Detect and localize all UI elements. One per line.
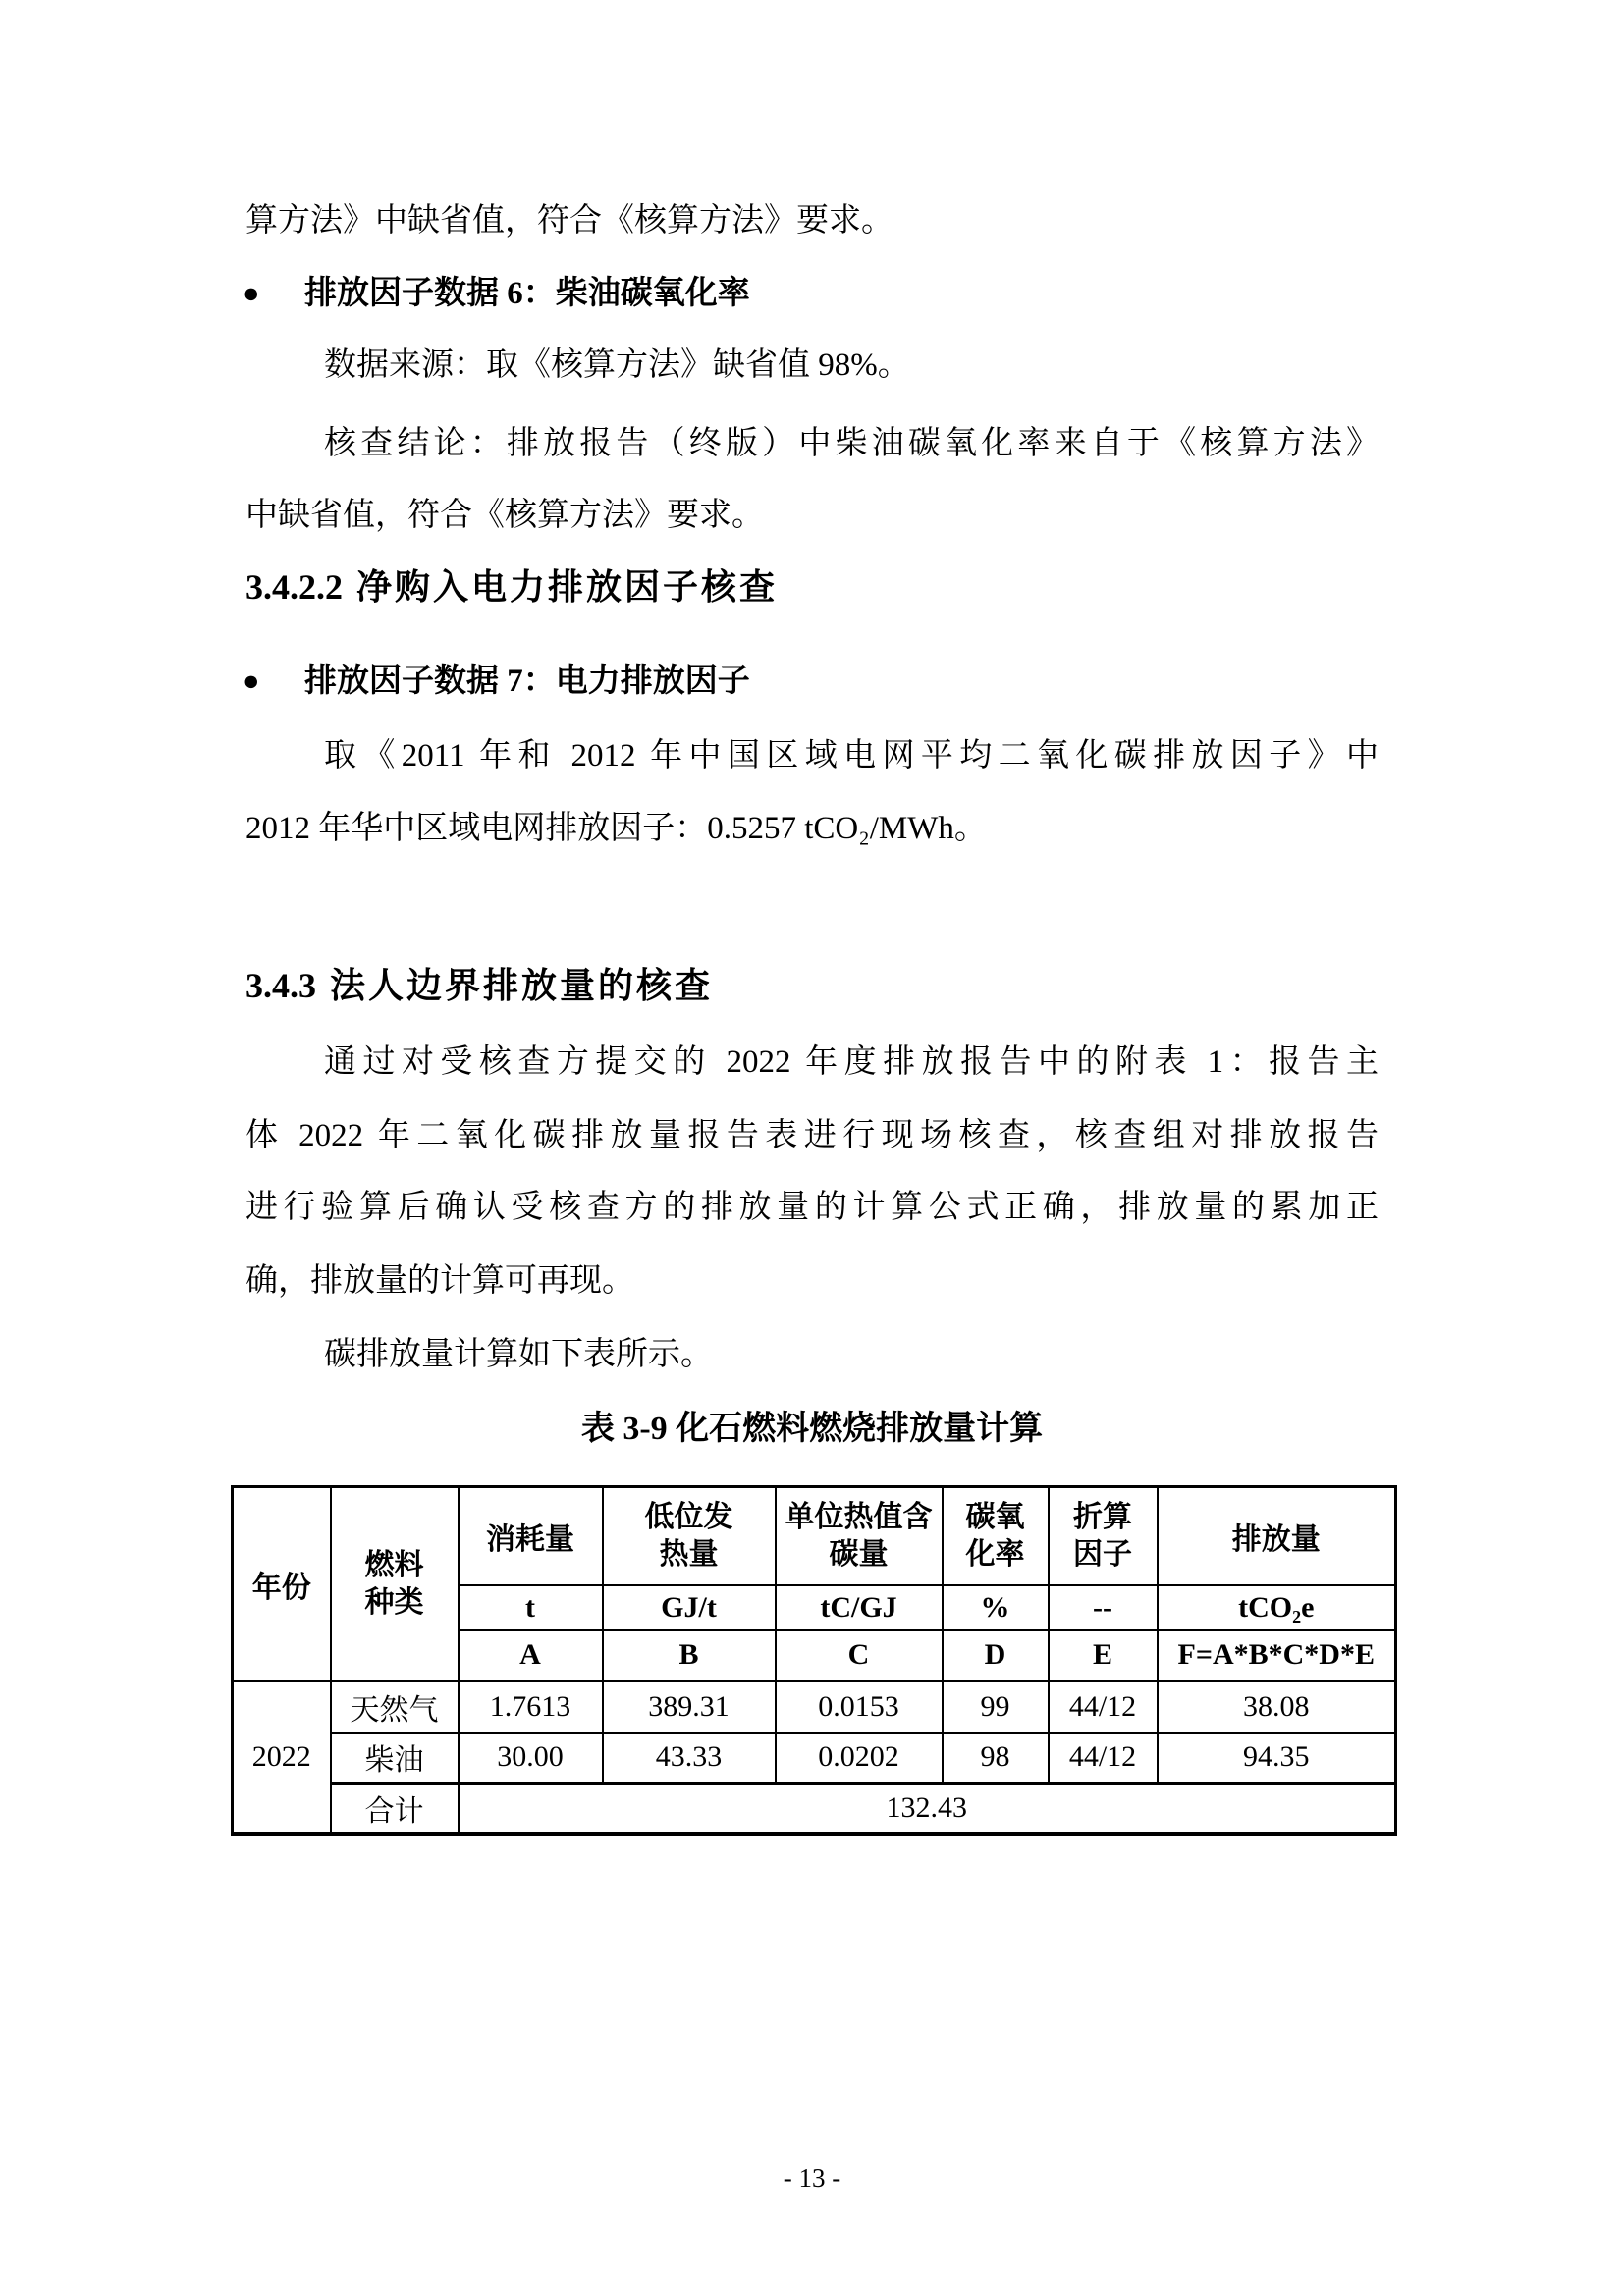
unit-cell: GJ/t xyxy=(603,1585,776,1630)
col-header-emission: 排放量 xyxy=(1158,1487,1396,1585)
value-cell: 1.7613 xyxy=(459,1682,603,1733)
value-cell: 99 xyxy=(943,1682,1049,1733)
unit-cell: tC/GJ xyxy=(776,1585,943,1630)
bullet-item-factor7 xyxy=(243,664,750,701)
fuel-cell: 天然气 xyxy=(331,1682,459,1733)
value-cell: 0.0153 xyxy=(776,1682,943,1733)
value-cell: 94.35 xyxy=(1158,1733,1396,1784)
electricity-factor-line-2: 2012 年华中区域电网排放因子：0.5257 tCO₂/MWh。 xyxy=(245,811,987,846)
paragraph-line: 通过对受核查方提交的 2022 年度排放报告中的附表 1：报告主 xyxy=(324,1044,1379,1080)
col-header-ncv: 低位发 热量 xyxy=(603,1487,776,1585)
electricity-factor-line-1: 取《2011 年和 2012 年中国区域电网平均二氧化碳排放因子》中 xyxy=(324,738,1379,774)
total-label-cell: 合计 xyxy=(331,1784,459,1834)
bullet-item-title: 排放因子数据 6：柴油碳氧化率 xyxy=(304,276,750,311)
unit-cell: -- xyxy=(1049,1585,1158,1630)
section-number: 3.4.2.2 xyxy=(245,567,343,607)
table-intro-line: 碳排放量计算如下表所示。 xyxy=(324,1337,713,1372)
formula-cell: C xyxy=(776,1630,943,1682)
section-heading-3-4-3 xyxy=(245,967,713,1006)
value-cell: 38.08 xyxy=(1158,1682,1396,1733)
bullet-icon: ● xyxy=(243,666,260,697)
value-cell: 389.31 xyxy=(603,1682,776,1733)
col-header-carbon-content: 单位热值含 碳量 xyxy=(776,1487,943,1585)
table-row-natural-gas xyxy=(233,1682,1396,1733)
total-value-cell: 132.43 xyxy=(459,1784,1396,1834)
table-caption: 表 3-9 化石燃料燃烧排放量计算 xyxy=(580,1411,1044,1447)
section-title: 净购入电力排放因子核查 xyxy=(356,567,779,607)
data-source-line: 数据来源：取《核算方法》缺省值 98%。 xyxy=(324,347,910,383)
section-heading-3-4-2-2 xyxy=(245,568,778,608)
paragraph-line: 体 2022 年二氧化碳排放量报告表进行现场核查，核查组对排放报告 xyxy=(245,1118,1379,1153)
bullet-item-factor6 xyxy=(243,276,750,313)
col-header-fuel-type: 燃料 种类 xyxy=(331,1487,459,1682)
paragraph-line: 进行验算后确认受核查方的排放量的计算公式正确，排放量的累加正 xyxy=(245,1190,1379,1225)
conclusion-line-2: 中缺省值，符合《核算方法》要求。 xyxy=(245,498,764,533)
bullet-item-title: 排放因子数据 7：电力排放因子 xyxy=(304,664,750,699)
unit-cell: t xyxy=(459,1585,603,1630)
formula-cell: E xyxy=(1049,1630,1158,1682)
section-number: 3.4.3 xyxy=(245,966,316,1005)
value-cell: 43.33 xyxy=(603,1733,776,1784)
paragraph-continuation-line: 算方法》中缺省值，符合《核算方法》要求。 xyxy=(245,203,893,239)
value-cell: 0.0202 xyxy=(776,1733,943,1784)
table-row-diesel xyxy=(233,1733,1396,1784)
col-header-conversion-factor: 折算 因子 xyxy=(1049,1487,1158,1585)
conclusion-line-1: 核查结论：排放报告（终版）中柴油碳氧化率来自于《核算方法》 xyxy=(324,426,1379,461)
table-row-total xyxy=(233,1784,1396,1834)
col-header-consumption: 消耗量 xyxy=(459,1487,603,1585)
value-cell: 44/12 xyxy=(1049,1682,1158,1733)
emission-table xyxy=(231,1485,1397,1836)
value-cell: 30.00 xyxy=(459,1733,603,1784)
fuel-cell: 柴油 xyxy=(331,1733,459,1784)
value-cell: 44/12 xyxy=(1049,1733,1158,1784)
formula-cell: F=A*B*C*D*E xyxy=(1158,1630,1396,1682)
emission-table-container xyxy=(231,1485,1397,1836)
formula-cell: A xyxy=(459,1630,603,1682)
unit-cell: % xyxy=(943,1585,1049,1630)
year-cell: 2022 xyxy=(233,1682,331,1834)
bullet-icon: ● xyxy=(243,278,260,309)
formula-cell: D xyxy=(943,1630,1049,1682)
unit-cell: tCO₂e xyxy=(1158,1585,1396,1630)
page-number: - 13 - xyxy=(783,2163,841,2193)
formula-cell: B xyxy=(603,1630,776,1682)
col-header-oxidation-rate: 碳氧 化率 xyxy=(943,1487,1049,1585)
paragraph-line: 确，排放量的计算可再现。 xyxy=(245,1263,634,1299)
value-cell: 98 xyxy=(943,1733,1049,1784)
section-title: 法人边界排放量的核查 xyxy=(330,966,714,1005)
col-header-year: 年份 xyxy=(233,1487,331,1682)
